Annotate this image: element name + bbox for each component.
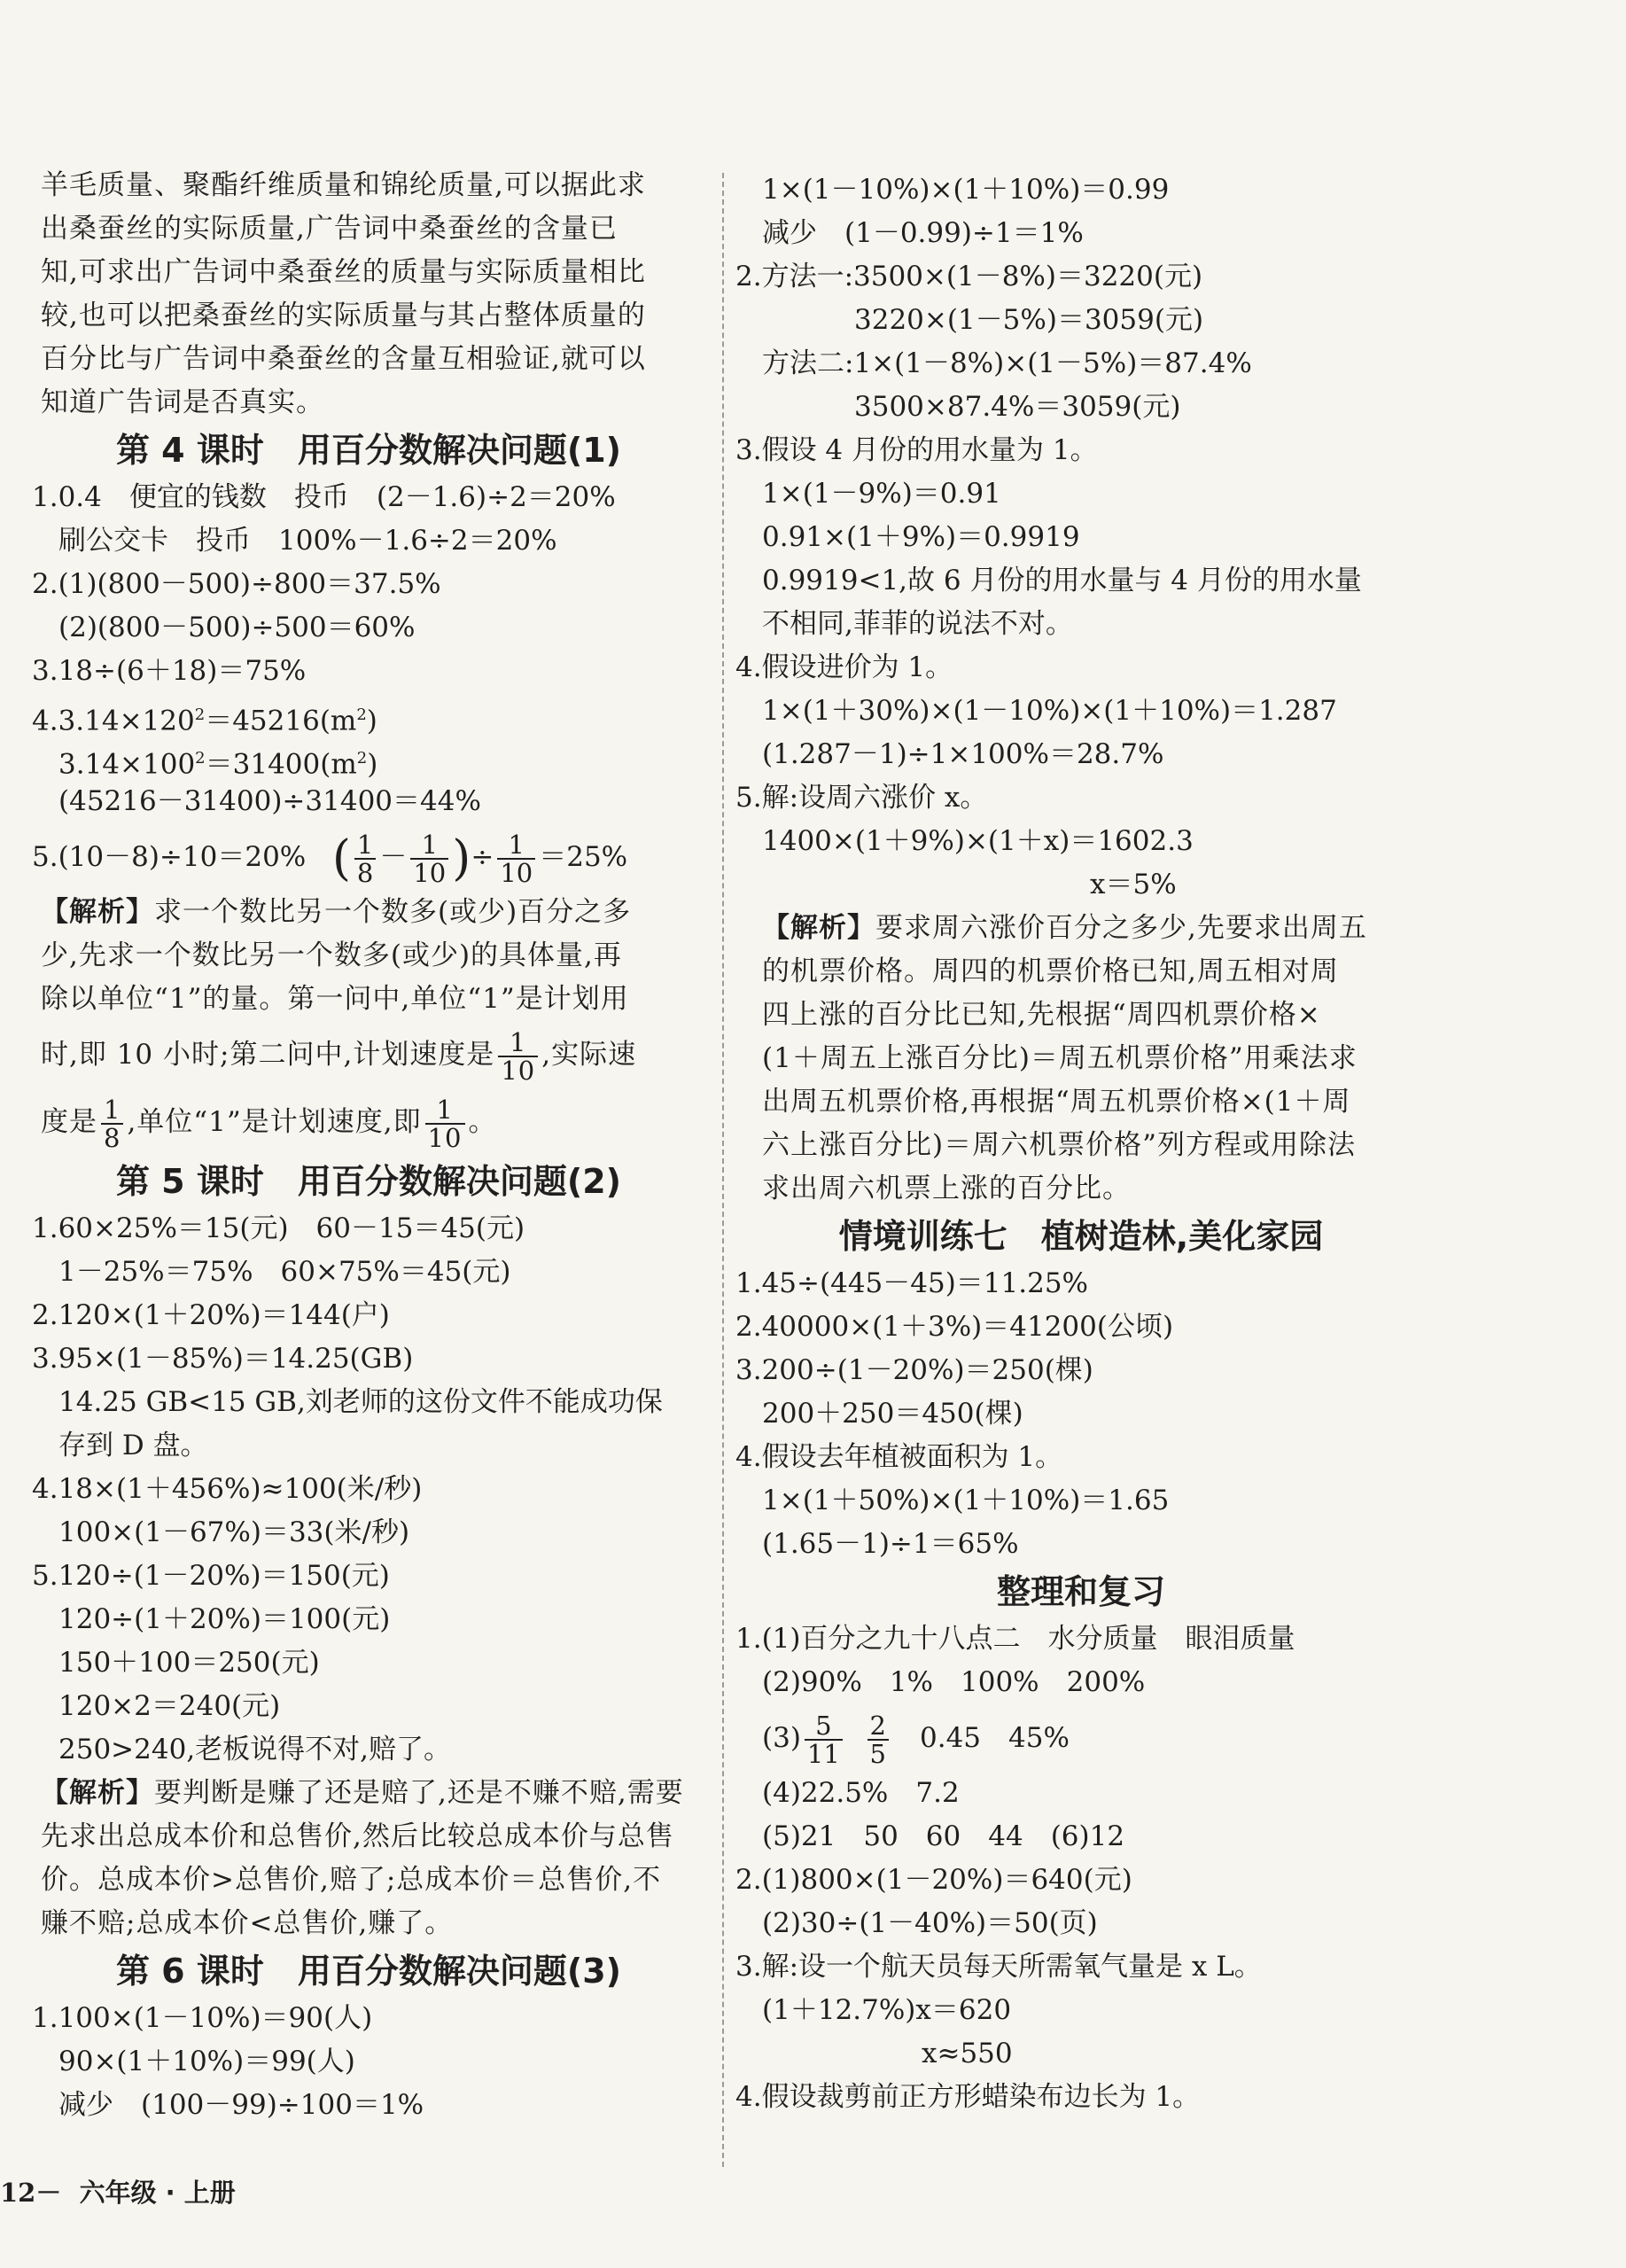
answer-line: 100×(1－67%)＝33(米/秒) bbox=[58, 1516, 410, 1548]
analysis-line: 除以单位“1”的量。第一问中,单位“1”是计划用 bbox=[41, 983, 629, 1015]
analysis-line: (1＋周五上涨百分比)＝周五机票价格”用乘法求 bbox=[762, 1042, 1358, 1074]
fraction: $\frac{2}{5}$ bbox=[867, 1712, 889, 1767]
answer-line: 5.120÷(1－20%)＝150(元) bbox=[32, 1560, 390, 1592]
answer-line: 3220×(1－5%)＝3059(元) bbox=[854, 304, 1204, 336]
lesson-5-heading: 第 5 课时 用百分数解决问题(2) bbox=[115, 1162, 622, 1201]
analysis-line: 先求出总成本价和总售价,然后比较总成本价与总售 bbox=[41, 1820, 674, 1852]
column-divider bbox=[722, 173, 724, 2167]
answer-line: x≈550 bbox=[922, 2038, 1013, 2069]
answer-line: 4.假设去年植被面积为 1。 bbox=[735, 1441, 1063, 1473]
analysis-line: 【解析】要判断是赚了还是赔了,还是不赚不赔,需要 bbox=[41, 1777, 684, 1809]
scenario-7-heading: 情境训练七 植树造林,美化家园 bbox=[838, 1217, 1324, 1256]
answer-line: (2)90% 1% 100% 200% bbox=[762, 1666, 1146, 1698]
analysis-line: 价。总成本价>总售价,赔了;总成本价＝总售价,不 bbox=[41, 1864, 662, 1896]
fraction: $\frac{1}{10}$ bbox=[497, 831, 535, 886]
intro-line: 羊毛质量、聚酯纤维质量和锦纶质量,可以据此求 bbox=[41, 169, 646, 201]
right-column bbox=[735, 168, 1427, 2119]
fraction: $\frac{1}{10}$ bbox=[498, 1029, 538, 1084]
answer-line: 1.0.4 便宜的钱数 投币 (2－1.6)÷2＝20% bbox=[32, 481, 616, 513]
fraction: $\frac{1}{8}$ bbox=[101, 1096, 123, 1151]
answer-line: 1－25%＝75% 60×75%＝45(元) bbox=[58, 1256, 511, 1288]
answer-line: 5.解:设周六涨价 x。 bbox=[735, 782, 988, 814]
page-footer bbox=[0, 2173, 236, 2210]
grade-label: 六年级 · 上册 bbox=[79, 2178, 236, 2208]
left-column bbox=[32, 164, 705, 2127]
answer-line: 1×(1＋30%)×(1－10%)×(1＋10%)＝1.287 bbox=[762, 695, 1337, 727]
answer-line: 2.120×(1＋20%)＝144(户) bbox=[32, 1299, 390, 1331]
answer-line: 1.(1)百分之九十八点二 水分质量 眼泪质量 bbox=[735, 1623, 1295, 1655]
answer-line: 方法二:1×(1－8%)×(1－5%)＝87.4% bbox=[762, 347, 1252, 379]
answer-line: (4)22.5% 7.2 bbox=[762, 1777, 960, 1809]
answer-line: (3) $\frac{5}{11}$ $\frac{2}{5}$ 0.45 45% bbox=[762, 1710, 1070, 1769]
answer-line: 刷公交卡 投币 100%－1.6÷2＝20% bbox=[58, 525, 557, 557]
page-number: 12 bbox=[0, 2178, 36, 2208]
answer-line: 1×(1－10%)×(1＋10%)＝0.99 bbox=[762, 174, 1170, 206]
answer-line: 4.假设裁剪前正方形蜡染布边长为 1。 bbox=[735, 2081, 1201, 2113]
analysis-line: 度是 $\frac{1}{8}$ ,单位“1”是计划速度,即 $\frac{1}{10}$ 。 bbox=[41, 1094, 497, 1153]
fraction: $\frac{1}{10}$ bbox=[410, 831, 448, 886]
answer-line: 3.18÷(6＋18)＝75% bbox=[32, 655, 307, 687]
answer-line: $3.14\times 100^2=31400(m^2)$ bbox=[58, 748, 378, 781]
answer-line: 1×(1＋50%)×(1＋10%)＝1.65 bbox=[762, 1485, 1170, 1516]
answer-line: x＝5% bbox=[1090, 869, 1177, 900]
footer-dash: － bbox=[35, 2178, 62, 2208]
answer-line: 5.(10－8)÷10＝20% ( $\frac{1}{8}$ － $\frac{1}{10}$ )÷ $\frac{1}{10}$ ＝25% bbox=[32, 829, 628, 888]
analysis-line: 【解析】要求周六涨价百分之多少,先要求出周五 bbox=[762, 912, 1367, 944]
analysis-line: 时,即 10 小时;第二问中,计划速度是 $\frac{1}{10}$ ,实际速 bbox=[41, 1026, 637, 1086]
answer-line: 0.91×(1＋9%)＝0.9919 bbox=[762, 521, 1080, 553]
intro-line: 百分比与广告词中桑蚕丝的含量互相验证,就可以 bbox=[41, 343, 646, 375]
analysis-line: 六上涨百分比)＝周六机票价格”列方程或用除法 bbox=[762, 1129, 1356, 1161]
review-heading: 整理和复习 bbox=[996, 1572, 1165, 1611]
lesson-6-heading: 第 6 课时 用百分数解决问题(3) bbox=[115, 1952, 622, 1991]
answer-line: 3.假设 4 月份的用水量为 1。 bbox=[735, 434, 1098, 466]
fraction: $\frac{1}{8}$ bbox=[354, 831, 376, 886]
answer-line: 2.(1)800×(1－20%)＝640(元) bbox=[735, 1864, 1132, 1896]
analysis-line: 赚不赔;总成本价<总售价,赚了。 bbox=[41, 1907, 454, 1939]
answer-line: 2.(1)(800－500)÷800＝37.5% bbox=[32, 568, 441, 600]
answer-line: 1400×(1＋9%)×(1＋x)＝1602.3 bbox=[762, 825, 1194, 857]
answer-line: 2.方法一:3500×(1－8%)＝3220(元) bbox=[735, 261, 1203, 292]
answer-line: 250>240,老板说得不对,赔了。 bbox=[58, 1734, 452, 1765]
answer-line: (1.65－1)÷1＝65% bbox=[762, 1528, 1019, 1560]
answer-line: 1.60×25%＝15(元) 60－15＝45(元) bbox=[32, 1212, 525, 1244]
answer-line: (2)30÷(1－40%)＝50(页) bbox=[762, 1907, 1098, 1939]
answer-line: (45216－31400)÷31400＝44% bbox=[58, 785, 481, 817]
intro-line: 出桑蚕丝的实际质量,广告词中桑蚕丝的含量已 bbox=[41, 213, 618, 245]
analysis-line: 少,先求一个数比另一个数多(或少)的具体量,再 bbox=[41, 939, 622, 971]
answer-line: $4.3.14\times 120^2=45216(m^2)$ bbox=[32, 705, 377, 737]
analysis-line: 的机票价格。周四的机票价格已知,周五相对周 bbox=[762, 955, 1339, 987]
answer-line: (2)(800－500)÷500＝60% bbox=[58, 612, 416, 643]
answer-line: (5)21 50 60 44 (6)12 bbox=[762, 1820, 1125, 1852]
intro-line: 较,也可以把桑蚕丝的实际质量与其占整体质量的 bbox=[41, 300, 646, 331]
answer-line: 3.解:设一个航天员每天所需氧气量是 x L。 bbox=[735, 1951, 1262, 1983]
analysis-line: 四上涨的百分比已知,先根据“周四机票价格× bbox=[762, 999, 1321, 1031]
answer-line: (1＋12.7%)x＝620 bbox=[762, 1994, 1012, 2026]
analysis-line: 出周五机票价格,再根据“周五机票价格×(1＋周 bbox=[762, 1086, 1351, 1118]
answer-line: 3.95×(1－85%)＝14.25(GB) bbox=[32, 1343, 414, 1375]
answer-line: 减少 (100－99)÷100＝1% bbox=[58, 2089, 424, 2121]
answer-line: 1.45÷(445－45)＝11.25% bbox=[735, 1267, 1089, 1299]
answer-line: 减少 (1－0.99)÷1＝1% bbox=[762, 217, 1084, 249]
lesson-4-heading: 第 4 课时 用百分数解决问题(1) bbox=[115, 431, 622, 470]
fraction: $\frac{5}{11}$ bbox=[805, 1712, 843, 1767]
answer-line: 1.100×(1－10%)＝90(人) bbox=[32, 2002, 373, 2034]
intro-line: 知道广告词是否真实。 bbox=[41, 386, 324, 418]
fraction: $\frac{1}{10}$ bbox=[425, 1096, 465, 1151]
answer-line: 1×(1－9%)＝0.91 bbox=[762, 478, 1001, 510]
answer-line: 90×(1＋10%)＝99(人) bbox=[58, 2046, 355, 2077]
answer-line: 150＋100＝250(元) bbox=[58, 1647, 320, 1679]
answer-line: 2.40000×(1＋3%)＝41200(公顷) bbox=[735, 1311, 1174, 1343]
answer-line: 存到 D 盘。 bbox=[58, 1430, 208, 1461]
answer-line: 3500×87.4%＝3059(元) bbox=[854, 391, 1181, 423]
answer-line: 4.假设进价为 1。 bbox=[735, 651, 953, 683]
answer-line: 3.200÷(1－20%)＝250(棵) bbox=[735, 1354, 1093, 1386]
analysis-line: 求出周六机票上涨的百分比。 bbox=[762, 1173, 1131, 1204]
answer-line: 120×2＝240(元) bbox=[58, 1690, 281, 1722]
answer-line: 不相同,菲菲的说法不对。 bbox=[762, 608, 1073, 640]
analysis-line: 【解析】求一个数比另一个数多(或少)百分之多 bbox=[41, 896, 632, 928]
answer-line: 4.18×(1＋456%)≈100(米/秒) bbox=[32, 1473, 423, 1505]
answer-line: 14.25 GB<15 GB,刘老师的这份文件不能成功保 bbox=[58, 1386, 663, 1418]
answer-line: 200＋250＝450(棵) bbox=[762, 1398, 1023, 1430]
intro-line: 知,可求出广告词中桑蚕丝的质量与实际质量相比 bbox=[41, 256, 646, 288]
answer-line: 120÷(1＋20%)＝100(元) bbox=[58, 1603, 391, 1635]
answer-line: (1.287－1)÷1×100%＝28.7% bbox=[762, 738, 1164, 770]
answer-line: 0.9919<1,故 6 月份的用水量与 4 月份的用水量 bbox=[762, 565, 1362, 596]
